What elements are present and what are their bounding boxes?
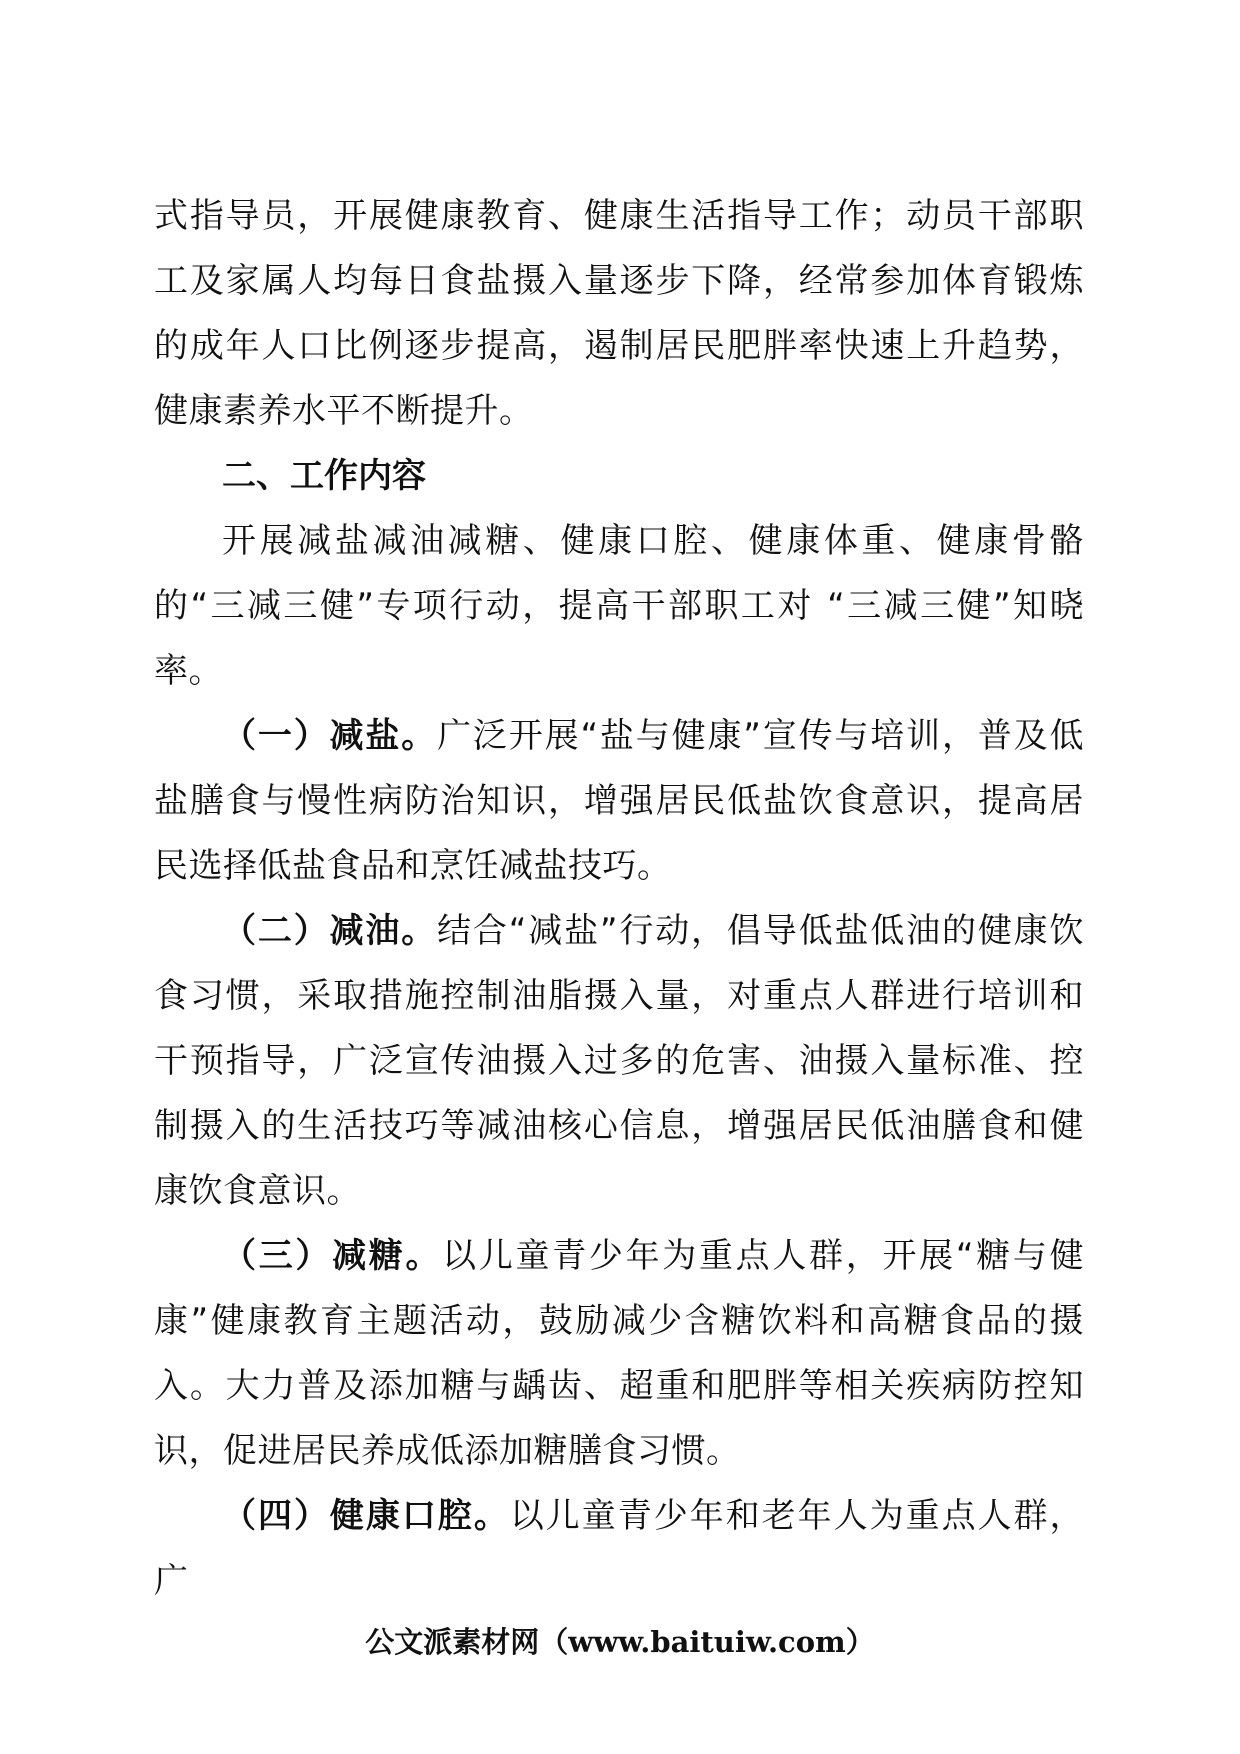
section-intro-paragraph: 开展减盐减油减糖、健康口腔、健康体重、健康骨骼的“三减三健”专项行动，提高干部职工对 “三减三健”知晓率。 xyxy=(154,521,1084,691)
item-lead: （三）减糖。 xyxy=(222,1236,443,1276)
item-reduce-salt xyxy=(154,704,1084,899)
item-text: 广泛开展“盐与健康”宣传与培训，普及低盐膳食与慢性病防治知识，增强居民低盐饮食意识，提高居民选择低盐食品和烹饪减盐技巧。 xyxy=(154,716,1085,886)
item-lead: （四）健康口腔。 xyxy=(222,1496,510,1536)
item-text: 以儿童青少年为重点人群，开展“糖与健康”健康教育主题活动，鼓励减少含糖饮料和高糖食品的摄入。大力普及添加糖与龋齿、超重和肥胖等相关疾病防控知识，促进居民养成低添加糖膳食习惯。 xyxy=(154,1236,1085,1471)
item-reduce-sugar xyxy=(154,1224,1084,1484)
item-lead: （一）减盐。 xyxy=(222,716,438,756)
item-reduce-oil xyxy=(154,899,1084,1224)
intro-continuation-paragraph: 式指导员，开展健康教育、健康生活指导工作；动员干部职工及家属人均每日食盐摄入量逐步下降，经常参加体育锻炼的成年人口比例逐步提高，遏制居民肥胖率快速上升趋势，健康素养水平不断提升。 xyxy=(154,196,1084,431)
item-lead: （二）减油。 xyxy=(222,911,438,951)
footer-watermark: 公文派素材网（www.baituiw.com） xyxy=(365,1625,875,1659)
document-body xyxy=(154,184,1084,1614)
item-text: 结合“减盐”行动，倡导低盐低油的健康饮食习惯，采取措施控制油脂摄入量，对重点人群进行培训和干预指导，广泛宣传油摄入过多的危害、油摄入量标准、控制摄入的生活技巧等减油核心信息，增强居民低油膳食和健康饮食意识。 xyxy=(154,911,1085,1211)
section-heading: 二、工作内容 xyxy=(222,456,426,496)
item-text: 以儿童青少年和老年人为重点人群，广 xyxy=(154,1496,1085,1601)
item-oral-health xyxy=(154,1484,1084,1614)
